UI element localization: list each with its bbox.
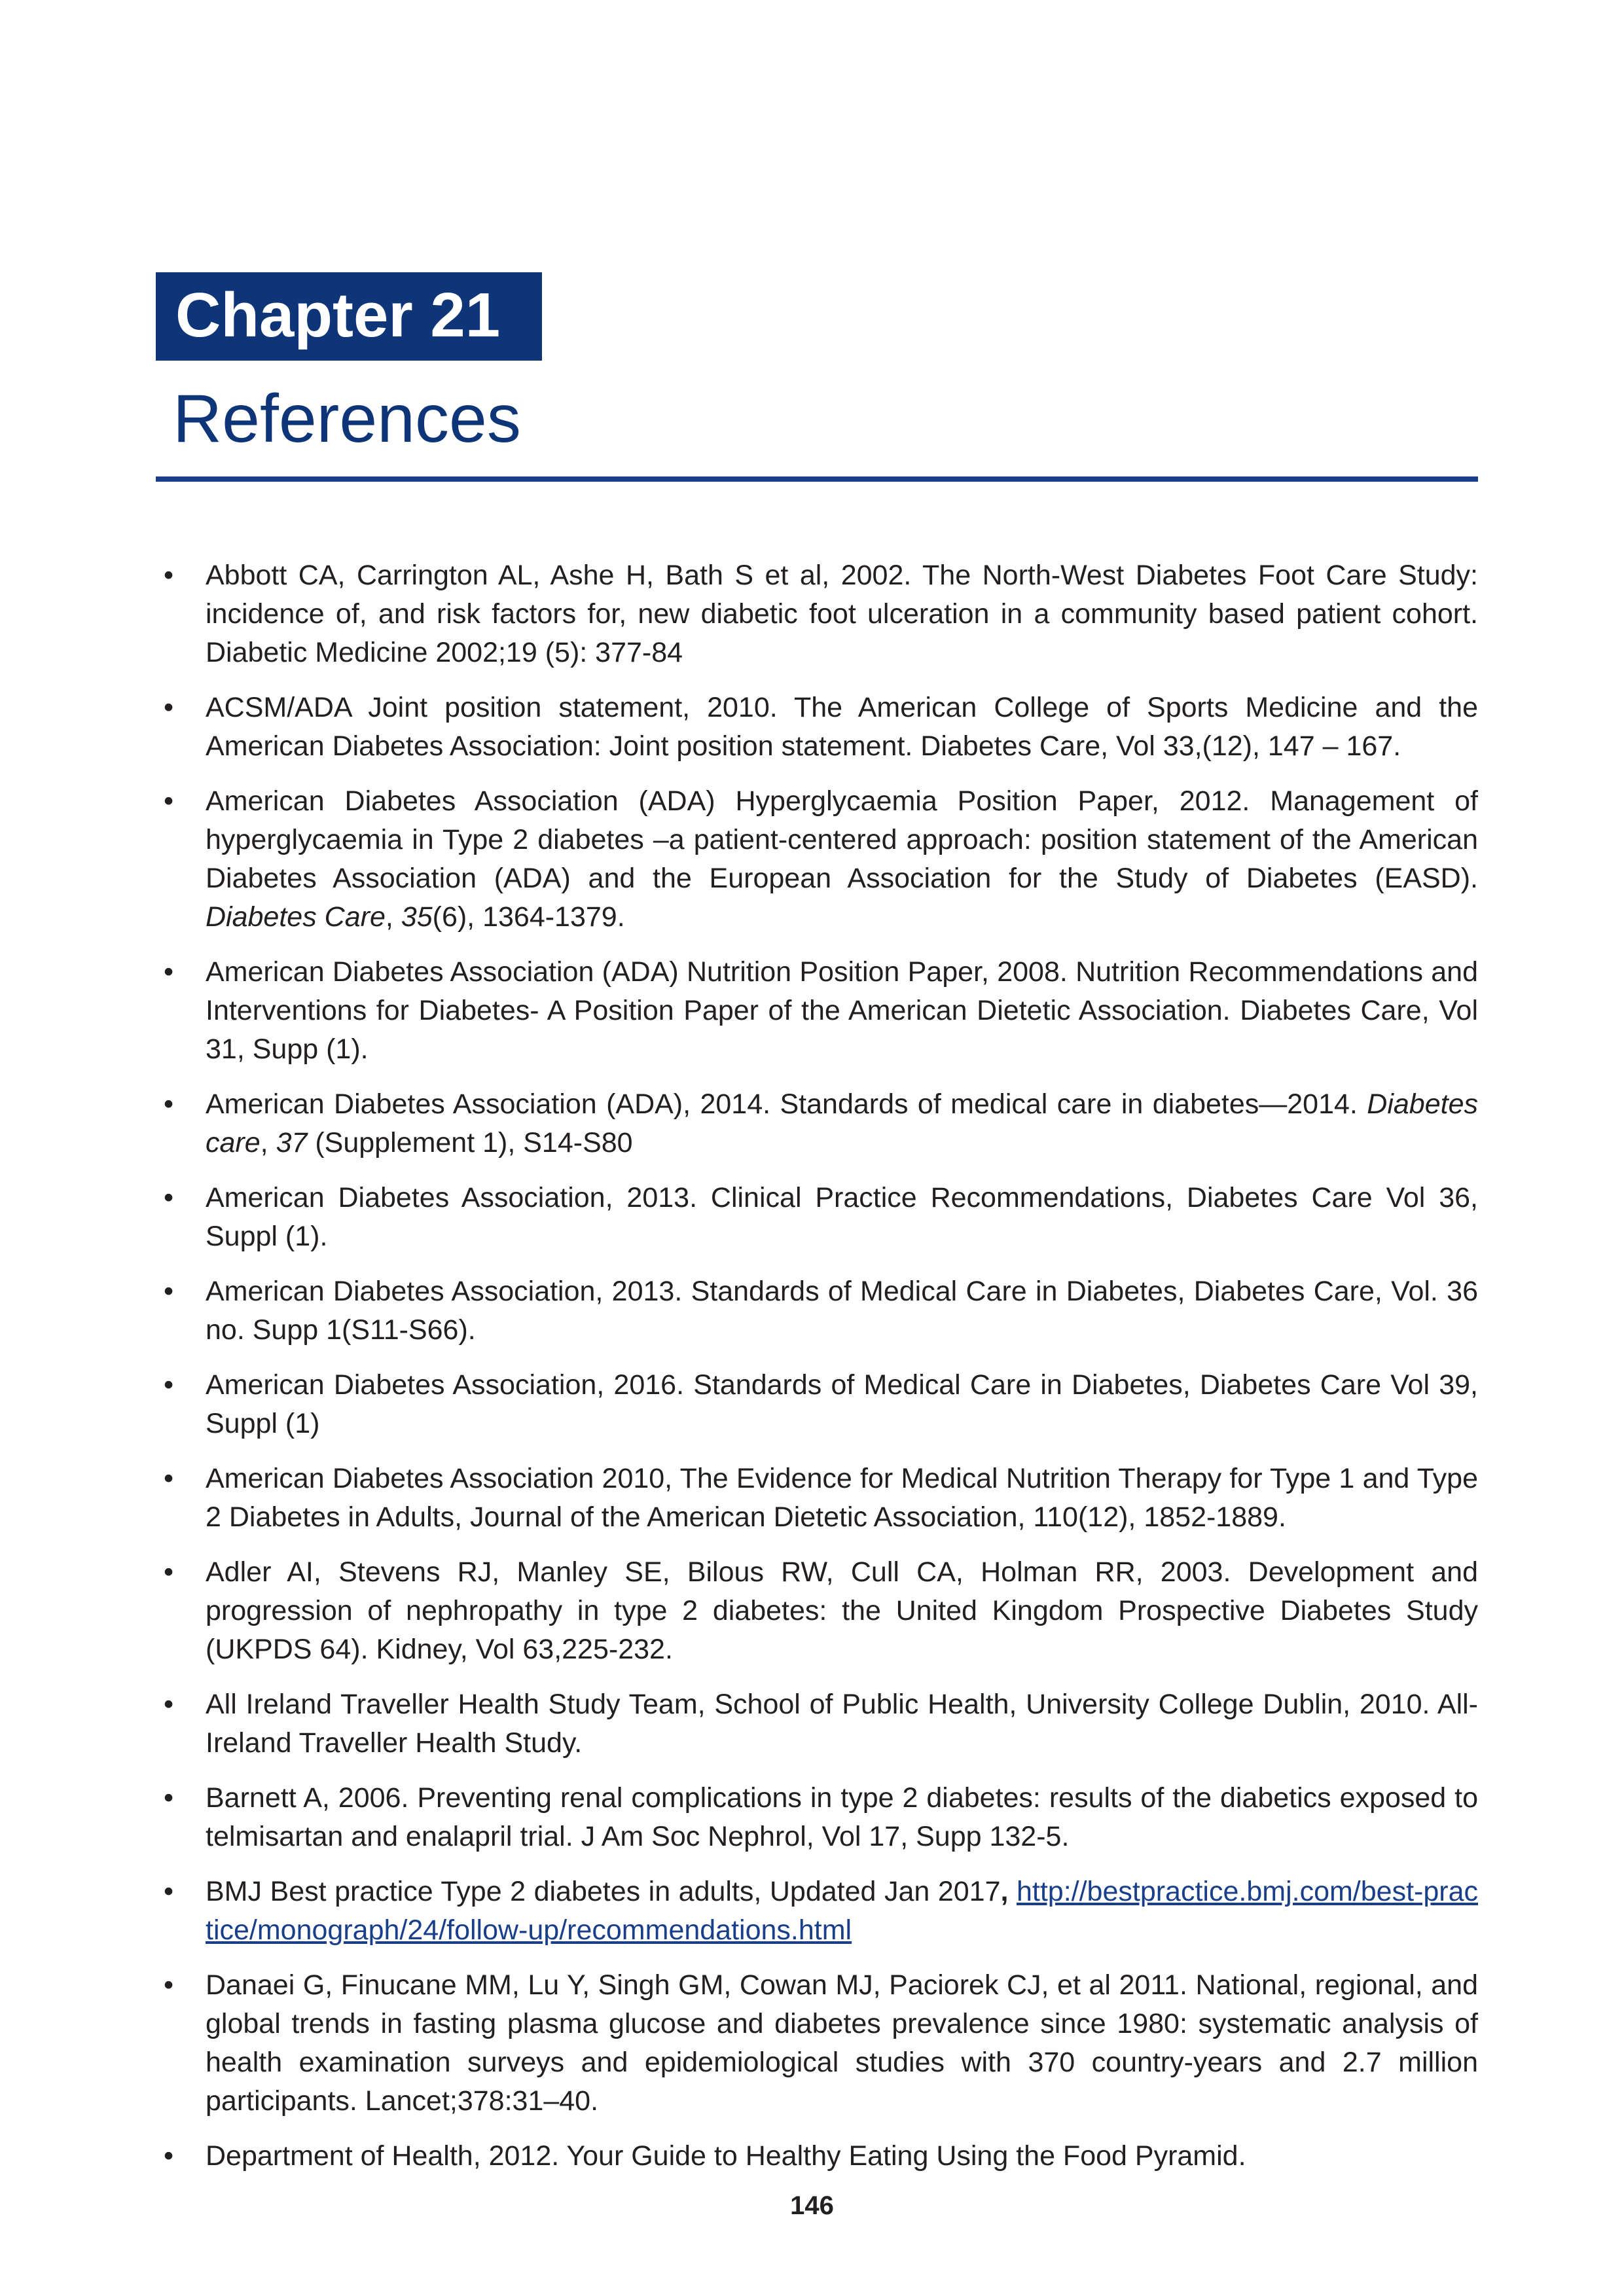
journal-name: Diabetes Care — [206, 901, 386, 933]
reference-item — [156, 1179, 1478, 1256]
bullet-icon: • — [164, 1876, 174, 1907]
bullet-icon: • — [164, 692, 174, 723]
journal-volume: 37 — [276, 1127, 308, 1158]
reference-item — [156, 953, 1478, 1069]
reference-link[interactable]: http://bestpractice.bmj.com/best-practice/monograph/24/follow-up/recommendations.html — [206, 1876, 1478, 1946]
reference-text: American Diabetes Association (ADA), 2014. Standards of medical care in diabetes—2014. — [206, 1088, 1367, 1120]
reference-item — [156, 2137, 1478, 2176]
chapter-label-box — [156, 272, 542, 361]
reference-text: American Diabetes Association, 2013. Clinical Practice Recommendations, Diabetes Care Vol 36, Suppl (1). — [206, 1182, 1478, 1252]
bullet-icon: • — [164, 1182, 174, 1213]
page-number: 146 — [790, 2191, 834, 2220]
title-divider — [156, 476, 1478, 482]
reference-item — [156, 1085, 1478, 1162]
bullet-icon: • — [164, 785, 174, 817]
reference-item — [156, 1966, 1478, 2121]
reference-list — [156, 556, 1478, 2192]
reference-text: ACSM/ADA Joint position statement, 2010. The American College of Sports Medicine and the American Diabetes Association: Joint position statement. Diabetes Care, Vol 33,(12), 147 – 167. — [206, 692, 1478, 762]
bullet-icon: • — [164, 2140, 174, 2172]
reference-text: American Diabetes Association 2010, The Evidence for Medical Nutrition Therapy for Type 1 and Type 2 Diabetes in Adults, Journal of the American Dietetic Association, 110(12), 1852-1889. — [206, 1463, 1478, 1533]
chapter-label: Chapter 21 — [175, 280, 501, 350]
reference-item — [156, 1873, 1478, 1950]
reference-text: Barnett A, 2006. Preventing renal complications in type 2 diabetes: results of the diabetics exposed to telmisartan and enalapril trial. J Am Soc Nephrol, Vol 17, Supp 132-5. — [206, 1782, 1478, 1852]
reference-text: Abbott CA, Carrington AL, Ashe H, Bath S et al, 2002. The North-West Diabetes Foot Care Study: incidence of, and risk factors for, new diabetic foot ulceration in a community based patient cohort. Diabetic Medicine 2002;19 (5): 377-84 — [206, 560, 1478, 668]
reference-text: American Diabetes Association (ADA) Nutrition Position Paper, 2008. Nutrition Recommendations and Interventions for Diabetes- A Position Paper of the American Dietetic Association. Diabetes Care, Vol 31, Supp (1). — [206, 956, 1478, 1065]
reference-separator: , — [260, 1127, 276, 1158]
bullet-icon: • — [164, 956, 174, 988]
reference-text: American Diabetes Association (ADA) Hyperglycaemia Position Paper, 2012. Management of hyperglycaemia in Type 2 diabetes –a patient-centered approach: position statement of the American Diabetes Association (ADA) and the European Association for the Study of Diabetes (EASD). — [206, 785, 1478, 894]
reference-separator: , — [385, 901, 401, 933]
bullet-icon: • — [164, 1556, 174, 1588]
reference-text: American Diabetes Association, 2016. Standards of Medical Care in Diabetes, Diabetes Care Vol 39, Suppl (1) — [206, 1369, 1478, 1439]
reference-pages: (6), 1364-1379. — [432, 901, 625, 933]
bullet-icon: • — [164, 1689, 174, 1720]
reference-text: Department of Health, 2012. Your Guide to Healthy Eating Using the Food Pyramid. — [206, 2140, 1246, 2172]
reference-item — [156, 1779, 1478, 1856]
journal-volume: 35 — [401, 901, 433, 933]
reference-text: BMJ Best practice Type 2 diabetes in adults, Updated Jan 2017 — [206, 1876, 1001, 1907]
reference-item — [156, 556, 1478, 672]
reference-pages: (Supplement 1), S14-S80 — [307, 1127, 633, 1158]
bullet-icon: • — [164, 1088, 174, 1120]
bullet-icon: • — [164, 1969, 174, 2001]
page-title: References — [173, 381, 521, 457]
reference-item — [156, 689, 1478, 766]
reference-item — [156, 1272, 1478, 1350]
reference-item — [156, 782, 1478, 937]
reference-item — [156, 1460, 1478, 1537]
bullet-icon: • — [164, 560, 174, 591]
reference-item — [156, 1685, 1478, 1763]
reference-item — [156, 1366, 1478, 1443]
reference-item — [156, 1553, 1478, 1669]
reference-separator: , — [1000, 1876, 1017, 1907]
bullet-icon: • — [164, 1369, 174, 1401]
journal-name: Diabetes care — [206, 1088, 1478, 1158]
reference-text: Adler AI, Stevens RJ, Manley SE, Bilous RW, Cull CA, Holman RR, 2003. Development and progression of nephropathy in type 2 diabetes: the United Kingdom Prospective Diabetes Study (UKPDS 64). Kidney, Vol 63,225-232. — [206, 1556, 1478, 1665]
reference-text: Danaei G, Finucane MM, Lu Y, Singh GM, Cowan MJ, Paciorek CJ, et al 2011. National, regional, and global trends in fasting plasma glucose and diabetes prevalence since 1980: systematic analysis of health examination surveys and epidemiological studies with 370 country-years and 2.7 million participants. Lancet;378:31–40. — [206, 1969, 1478, 2117]
reference-text: All Ireland Traveller Health Study Team, School of Public Health, University College Dublin, 2010. All-Ireland Traveller Health Study. — [206, 1689, 1478, 1759]
bullet-icon: • — [164, 1782, 174, 1814]
reference-text: American Diabetes Association, 2013. Standards of Medical Care in Diabetes, Diabetes Care, Vol. 36 no. Supp 1(S11-S66). — [206, 1276, 1478, 1346]
bullet-icon: • — [164, 1276, 174, 1307]
bullet-icon: • — [164, 1463, 174, 1494]
